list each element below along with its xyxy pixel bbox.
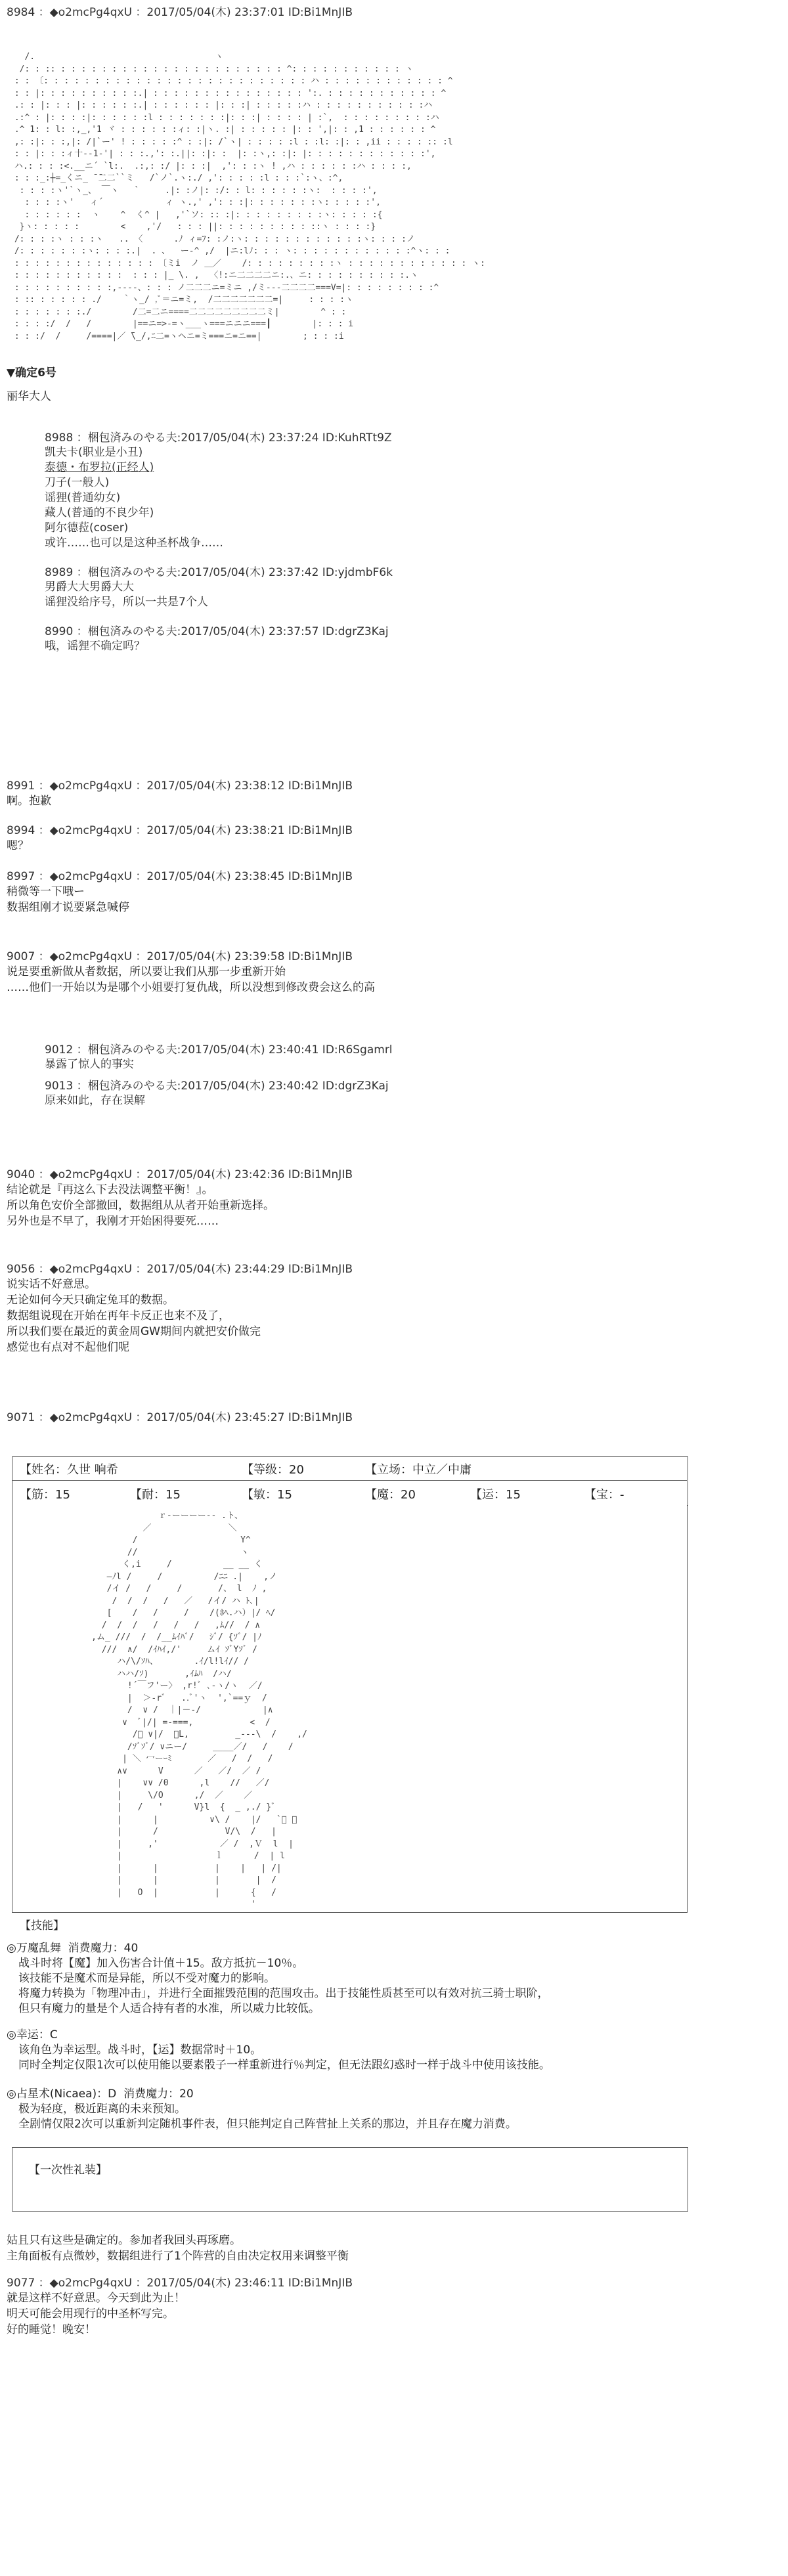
quote-header: 8989 ：梱包済みのやる夫:2017/05/04(木) 23:37:42 ID:yjdmbF6k — [45, 566, 393, 579]
quote-8990 — [45, 624, 767, 654]
post-line: 就是这样不好意思。今天到此为止！ — [7, 2292, 185, 2305]
post-line: 啊。抱歉 — [7, 795, 51, 808]
post-header: 9040 ：◆o2mcPg4qxU ：2017/05/04(木) 23:42:36 ID:Bi1MnJIB — [7, 1168, 353, 1181]
post-line: 主角面板有点微妙，数据组进行了1个阵营的自由决定权用来调整平衡 — [7, 2250, 349, 2263]
post-header: 8991 ：◆o2mcPg4qxU ：2017/05/04(木) 23:38:12 ID:Bi1MnJIB — [7, 779, 353, 793]
post-header: 9056 ：◆o2mcPg4qxU ：2017/05/04(木) 23:44:29 ID:Bi1MnJIB — [7, 1263, 353, 1276]
post-line: 所以角色安价全部撤回，数据组从从者开始重新选择。 — [7, 1199, 274, 1212]
post-line: 说是要重新做从者数据，所以要让我们从那一步重新开始 — [7, 965, 286, 978]
skill-line: 该角色为幸运型。战斗时，【运】数据常时＋10。 — [18, 2043, 262, 2057]
skill-line: 全剧情仅限2次可以重新判定随机事件表，但只能判定自己阵营扯上关系的那边，并且存在魔力消费。 — [18, 2118, 517, 2131]
skill-3 — [7, 2087, 781, 2132]
divider — [12, 1912, 688, 1913]
quote-block-a — [45, 431, 767, 654]
post-line: 结论就是『再这么下去没法调整平衡！』。 — [7, 1183, 213, 1196]
post-line: 稍微等一下哦ー — [7, 885, 85, 898]
post-line: 明天可能会用现行的中圣杯写完。 — [7, 2307, 174, 2321]
stat-agi: 【敏：15 — [242, 1488, 292, 1502]
post-header: 9007 ：◆o2mcPg4qxU ：2017/05/04(木) 23:39:58 ID:Bi1MnJIB — [7, 950, 353, 963]
post-header: 9077 ：◆o2mcPg4qxU ：2017/05/04(木) 23:46:11 ID:Bi1MnJIB — [7, 2277, 353, 2290]
confirm-title: ▼确定6号 — [7, 366, 56, 380]
quote-line: 哦，谣狸不确定吗？ — [45, 640, 145, 653]
ascii-art-figure: ｒ‐ーーーー-- .ト、 ／ ＼ / Y^ // ヽ く,i / __ __ く ―ﾉl / / /ﾆﾆ .| ,ノ /イ / / / /、 l ﾉ , / / / / ／ /イ/ ハ ﾄ､| [ / / / /(ﾎﾍ.ハ）|/ ﾍ/ / / / / / / ,ﾑ// / ∧ ,ム_ /// / /__ﾑｲﾊﾞ/ ｼﾞ/ {ｿﾞ/ |ﾉ /// ∧/ /ｲﾊｲ,/' ムｲ ｿﾞYｿﾞ / ハ/\/ｿﾊ、 .ｲ/l!lｲ// / ハハ/ｿ) ,ｲﾑﾊ /ハ/ !´￣フ'ー〉 ,r!ﾞ ､-ヽ/ヽ ／/ | ＞‐rﾞ ..ﾞ'ヽ ',`==ｙ / / ∨ / ｜|－-/ |∧ ∨ ﾞ|/| =-===, < / /ﾟ ∨|/ ／L, _---\ / ,/ /ｿﾞｿﾞ/ ∨ニー/ ____／/ / / | ＼ 冖ーｰﾐ ／ / / / ∧∨ V ／ ／/ ／ / | ∨∨ /0 ,l // ／/ | \/O ,/ ／ ／ | / ' V}l { _ ,./ }ﾞ | | ∨\ / |/ `ﾞ ﾞ | / V/\ / | | ,' ／ / ,Ｖ l | | ｌ / | l | | | | | /| | | | | / | O | | { / ' — [91, 1511, 307, 1910]
skill-2 — [7, 2028, 781, 2073]
divider — [687, 1505, 688, 1912]
quote-9013 — [45, 1079, 767, 1108]
skill-line: 同时全判定仅限1次可以使用能以要素骰子一样重新进行％判定，但无法跟幻惑时一样于战斗中使用该技能。 — [18, 2059, 550, 2072]
stat-np: 【宝：- — [584, 1488, 624, 1502]
status-level: 【等级：20 — [242, 1463, 304, 1477]
post-header: 9071 ：◆o2mcPg4qxU ：2017/05/04(木) 23:45:27 ID:Bi1MnJIB — [7, 1411, 353, 1424]
quote-line: 原来如此，存在误解 — [45, 1094, 145, 1107]
post-9077 — [7, 2276, 781, 2338]
one-time-title: 【一次性礼装】 — [29, 2164, 107, 2177]
quote-header: 9012 ：梱包済みのやる夫:2017/05/04(木) 23:40:41 ID:R6Sgamrl — [45, 1043, 393, 1057]
post-line: 数据组说现在开始在再年卡反正也来不及了， — [7, 1309, 230, 1322]
quote-line: 阿尔德菈(coser) — [45, 521, 129, 535]
post-line: 无论如何今天只确定兔耳的数据。 — [7, 1294, 174, 1307]
post-9007 — [7, 950, 781, 995]
post-line: 嗯？ — [7, 839, 29, 852]
post-line: 说实话不好意思。 — [7, 1278, 96, 1291]
quote-line: 凯夫卡(职业是小丑) — [45, 446, 143, 459]
quote-line: 刀子(一般人) — [45, 476, 110, 489]
post-header: 8997 ：◆o2mcPg4qxU ：2017/05/04(木) 23:38:45 ID:Bi1MnJIB — [7, 870, 353, 883]
post-line: 好的睡觉！晚安！ — [7, 2323, 96, 2336]
confirm-name: 丽华大人 — [7, 390, 51, 403]
quote-8989 — [45, 565, 767, 610]
skills-title: 【技能】 — [20, 1919, 64, 1932]
quote-9012 — [45, 1043, 767, 1072]
post-line: 所以我们要在最近的黄金周GW期间内就把安价做完 — [7, 1325, 261, 1338]
skill-name: ◎万魔乱舞 消费魔力：40 — [7, 1942, 139, 1955]
skill-name: ◎幸运：C — [7, 2028, 58, 2041]
stat-end: 【耐：15 — [130, 1488, 181, 1502]
quote-line: 谣狸没给序号，所以一共是7个人 — [45, 596, 208, 609]
skill-line: 但只有魔力的量是个人适合持有者的水准，所以威力比较低。 — [18, 2002, 320, 2015]
post-header: 8994 ：◆o2mcPg4qxU ：2017/05/04(木) 23:38:21 ID:Bi1MnJIB — [7, 824, 353, 837]
quote-line: 暴露了惊人的事实 — [45, 1058, 134, 1071]
skill-1 — [7, 1941, 781, 2017]
quote-header: 8990 ：梱包済みのやる夫:2017/05/04(木) 23:37:57 ID:dgrZ3Kaj — [45, 625, 389, 638]
post-line: ……他们一开始以为是哪个小姐要打复仇战，所以没想到修改费会这么的高 — [7, 981, 375, 994]
post-9071 — [7, 1410, 781, 1425]
status-name: 【姓名：久世 响希 — [20, 1463, 118, 1477]
skill-line: 战斗时将【魔】加入伤害合计值＋15。敌方抵抗－10％。 — [18, 1957, 304, 1970]
post-8997 — [7, 869, 781, 915]
skill-line: 将魔力转换为「物理冲击」，并进行全面摧毁范围的范围攻击。出于技能性质甚至可以有效对抗三骑士职阶， — [18, 1987, 549, 2000]
status-stance: 【立场：中立／中庸 — [365, 1463, 471, 1477]
quote-block-b — [45, 1043, 767, 1108]
skill-line: 极为轻度，极近距离的未来预知。 — [18, 2103, 186, 2116]
post-8991 — [7, 779, 781, 809]
closing-block — [7, 2233, 781, 2264]
stat-str: 【筋：15 — [20, 1488, 70, 1502]
post-line: 另外也是不早了，我刚才开始困得要死…… — [7, 1215, 219, 1228]
stat-mag: 【魔：20 — [365, 1488, 416, 1502]
one-time-box — [12, 2147, 688, 2212]
stat-luk: 【运：15 — [470, 1488, 521, 1502]
quote-line: 藏人(普通的不良少年) — [45, 506, 154, 519]
quote-line: 或许……也可以是这种圣杯战争…… — [45, 536, 223, 550]
post-line: 姑且只有这些是确定的。参加者我回头再琢磨。 — [7, 2234, 241, 2247]
skill-name: ◎占星术(Nicaea)：D 消费魔力：20 — [7, 2087, 194, 2101]
quote-line: 泰德・布罗拉(正经人) — [45, 461, 154, 474]
divider — [12, 1480, 687, 1481]
post-header: 8984 ：◆o2mcPg4qxU ：2017/05/04(木) 23:37:01 ID:Bi1MnJIB — [7, 6, 353, 19]
post-9040 — [7, 1168, 781, 1229]
quote-header: 8988 ：梱包済みのやる夫:2017/05/04(木) 23:37:24 ID:KuhRTt9Z — [45, 431, 392, 445]
post-9056 — [7, 1262, 781, 1355]
quote-line: 谣狸(普通幼女) — [45, 491, 121, 504]
quote-line: 男爵大大男爵大大 — [45, 580, 134, 594]
confirm-block — [7, 365, 781, 404]
quote-8988 — [45, 431, 767, 551]
skill-line: 该技能不是魔术而是异能，所以不受对魔力的影响。 — [18, 1972, 275, 1985]
quote-header: 9013 ：梱包済みのやる夫:2017/05/04(木) 23:40:42 ID:dgrZ3Kaj — [45, 1080, 389, 1093]
post-line: 感觉也有点对不起他们呢 — [7, 1341, 129, 1354]
post-8984 — [7, 5, 781, 20]
ascii-art-character: /. ヽ /: : :: : : : : : : : : : : : : : : : : : : : : : : ^: : : : : : : : : : : ヽ : : 〔: : : : : : : : : : : : : : : : : : : : : : : : : : ハ : : : : : : : : : : : : ^ : : |: : : : : : : : : :.| : : : : : : : : : : : : : : : ':. : : : : : : : : : : : ^ .: : |: : : |: : : : : :.| : : : : : : |: : :| : : : : :ハ : : : : : : : : : : :ハ .:^ : |: : : :|: : : : : :l : : : : : : :|: : :| : : : : | :`, : : : : : : : : :ハ .^ 1: : l: :,_,'1 ヾ : : : : : :ィ: :|ヽ. :| : : : : : |: : ',|: : ,1 : : : : : : ^ ,: :|: : :,|: /|`ー' ! : : : : :^ : :|: /`ヽ| : : : : :l : :l: :|: : ,ii : : : : :: :l : : |: : :ィ十--1‐'| : : :.,': :.||: :|: : |: :ヽ,: :|: |: : : : : : : : : : : :', ハ.: : : :<.__ニ´ `l:. .:,: :/ |: : :| ,': : :ヽ ! ,ハ : : : : : :ハ : : : :, : : :_:┼=_くニ_ ̄ ̄二二``ミ /`ノ`.ヽ:./ ,': : : : :l : : :`:ヽ、:^, : : : :ヽ'`ヽ_、 ￣ヽ ` .|: :ノ|: :/: : l: : : : : :ヽ: : : : :', : : : :ヽ' ィ´ ィ ヽ.,' ,': : :|: : : : : : :ヽ: : : : :', : : : : : : ヽ ^ く^ | ,'`ソ: :: :|: : : : : : : : :ヽ: : : : :{ }ヽ: : : : : < ,'/ : : : ||: : : : : : : : : ::ヽ : : : :} /: : : :ヽ : : :ヽ .. 〈 .ﾉ ィ=ﾌ: :ノ:ヽ: : : : : : : : : : : :ヽ: : : :ノ /: : : : : : :ヽ: : : :.| . 、 ー‐^ ,/ |ニ:lﾉ: : : ヽ: : : : : : : : : : : :^ヽ: : : : : : : : : : : : : : : : : 〔ミi ノ ＿／ /: : : : : : : : :ヽ : : : : : : : : : : : : ヽ: : : : : : : : : : : : : : : |_ \. , 〈!:ニ二二二二ニ:.、ニ: : : : : : : : : :.ヽ : : : : : : : : : :,-‐‐-、: : : ノ二二二ニ=ミニ ,/ミ‐‐‐二二二二===V=|: : : : : : : : :^ : :: : : : : : ./ ｀ヽ_/ ,ﾟ＝ニ=ミ, /二二二二二二二=| : : : :ヽ : : : : : : :./ /二=二ニ====二二二二二二二二二ミ| ^ : : : : : :/ / / |==ニ=>-=ヽ___ヽ===ニニニ===┃ |: : : i : : :/ / /====|／ ̄\_/,ﾆ二=ヽヘニ=ミ===ニ=ニ==| ; : : :i — [14, 52, 485, 341]
post-line: 数据组刚才说要紧急喊停 — [7, 901, 129, 914]
post-8994 — [7, 823, 781, 854]
